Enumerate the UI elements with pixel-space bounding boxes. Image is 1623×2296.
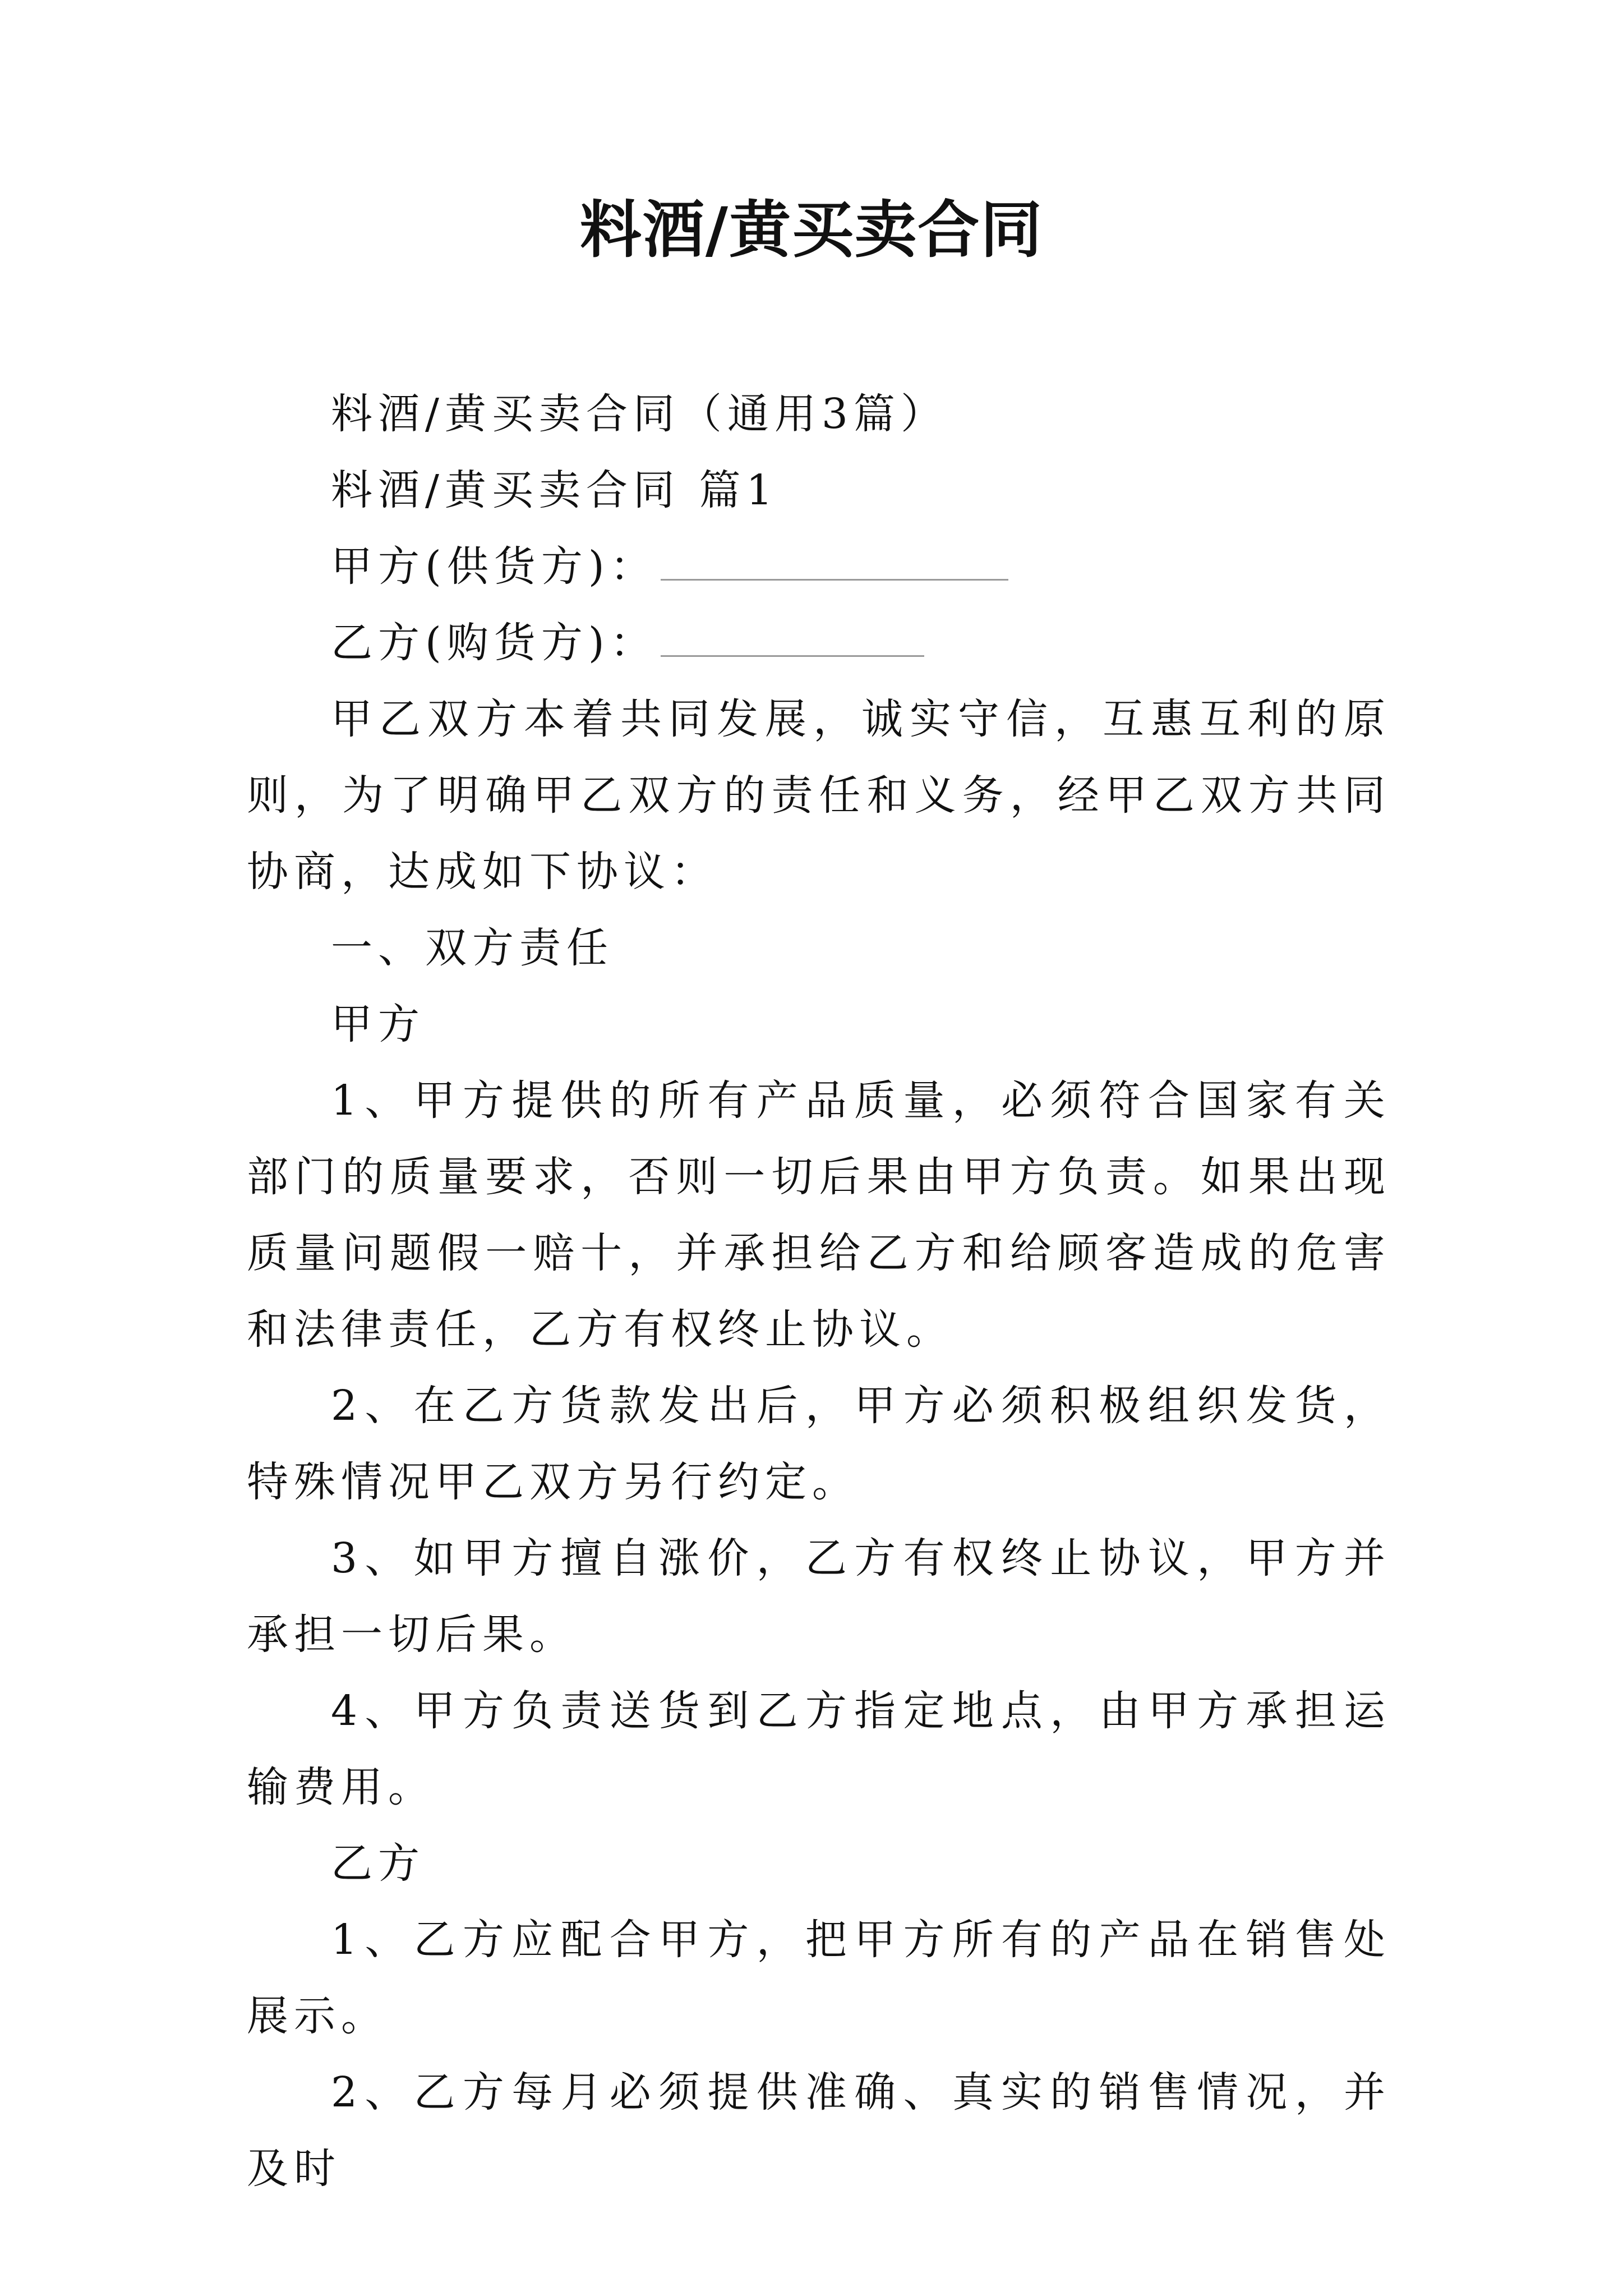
clause-paragraph: 1、甲方提供的所有产品质量，必须符合国家有关部门的质量要求，否则一切后果由甲方负责。如果出现质量问题假一赔十，并承担给乙方和给顾客造成的危害和法律责任，乙方有权终止协议。 <box>247 1076 1391 1354</box>
party-a-heading: 甲方 <box>331 1000 425 1048</box>
clause-paragraph: 2、在乙方货款发出后，甲方必须积极组织发货，特殊情况甲乙双方另行约定。 <box>247 1382 1391 1506</box>
document-title: 料酒/黄买卖合同 <box>579 194 1044 266</box>
party-b-line <box>247 605 1391 681</box>
subtitle: 料酒/黄买卖合同（通用3篇） <box>331 390 948 438</box>
clause-paragraph: 4、甲方负责送货到乙方指定地点，由甲方承担运输费用。 <box>247 1687 1391 1811</box>
part-heading: 料酒/黄买卖合同 篇1 <box>331 466 778 514</box>
party-b-label: 乙方(购货方)： <box>331 619 657 667</box>
party-a-blank <box>661 540 1008 581</box>
party-a-label: 甲方(供货方)： <box>331 542 657 591</box>
section-heading: 一、双方责任 <box>331 924 614 972</box>
party-b-blank <box>661 616 924 657</box>
party-b-heading: 乙方 <box>331 1839 425 1888</box>
intro-paragraph: 甲乙双方本着共同发展，诚实守信，互惠互利的原则，为了明确甲乙双方的责任和义务，经甲乙双方共同协商，达成如下协议： <box>247 695 1391 896</box>
document-body <box>247 376 1391 2207</box>
clause-paragraph: 3、如甲方擅自涨价，乙方有权终止协议，甲方并承担一切后果。 <box>247 1534 1391 1659</box>
clause-paragraph: 2、乙方每月必须提供准确、真实的销售情况，并及时 <box>247 2068 1391 2193</box>
party-a-line <box>247 528 1391 605</box>
clause-paragraph: 1、乙方应配合甲方，把甲方所有的产品在销售处展示。 <box>247 1916 1391 2040</box>
